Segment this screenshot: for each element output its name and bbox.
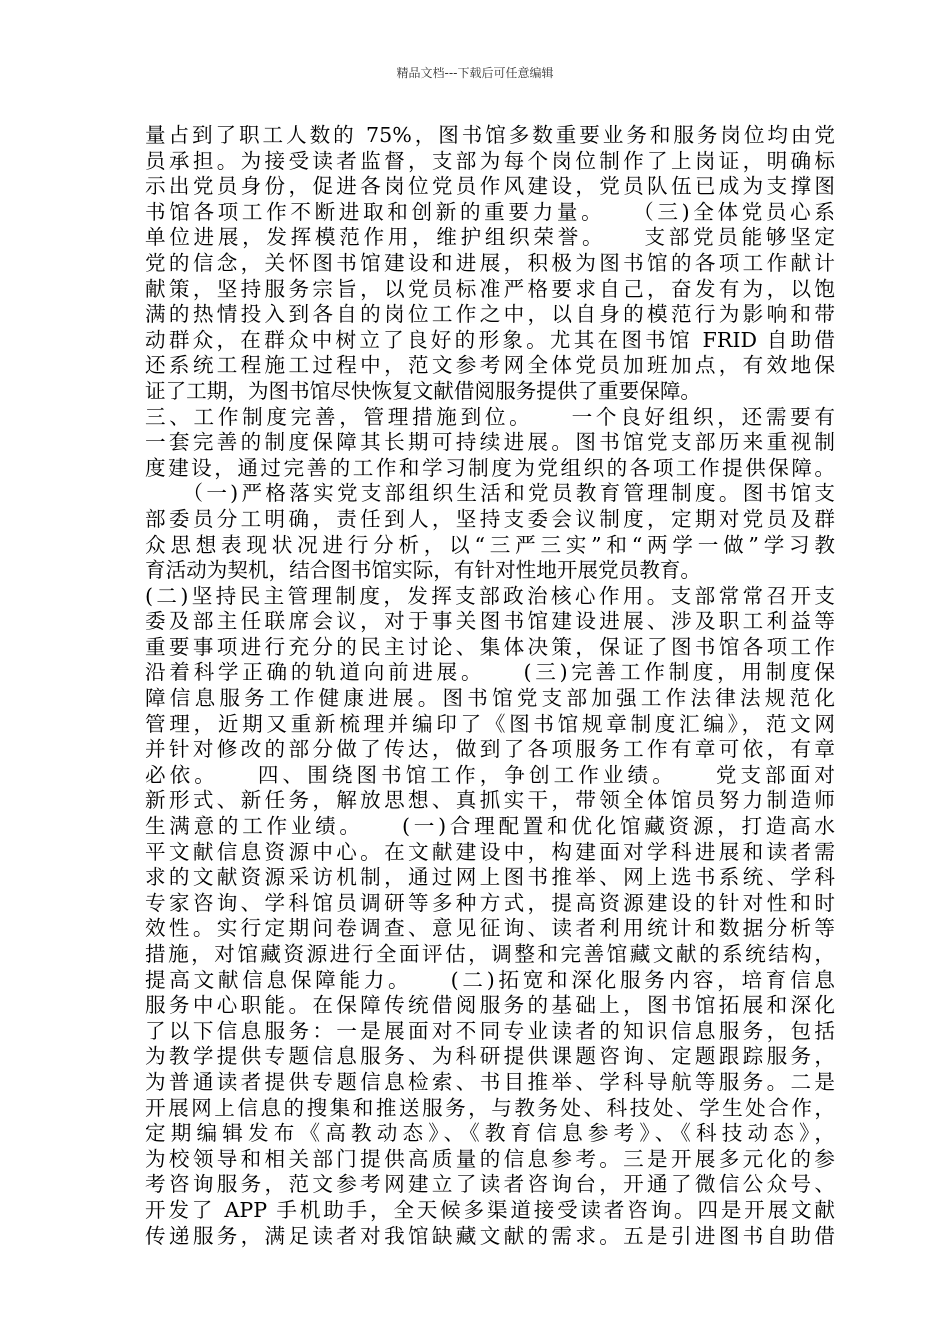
- body-text-line: 平文献信息资源中心。在文献建设中，构建面对学科进展和读者需: [145, 839, 835, 864]
- body-text-line: 量占到了职工人数的 75%，图书馆多数重要业务和服务岗位均由党: [145, 123, 835, 147]
- body-text-line: 部委员分工明确，责任到人，坚持支委会议制度，定期对党员及群: [145, 506, 835, 531]
- body-text-line: 为校领导和相关部门提供高质量的信息参考。三是开展多元化的参: [145, 1146, 835, 1171]
- body-text-line: 党的信念，关怀图书馆建设和进展，积极为图书馆的各项工作献计: [145, 250, 835, 275]
- body-text-line: 开发了 APP 手机助手，全天候多渠道接受读者咨询。四是开展文献: [145, 1197, 835, 1222]
- body-text-line: 障信息服务工作健康进展。图书馆党支部加强工作法律法规范化: [145, 686, 835, 711]
- body-text-line: (二)坚持民主管理制度，发挥支部政治核心作用。支部常常召开支: [145, 583, 835, 608]
- body-text-line: （一)严格落实党支部组织生活和党员教育管理制度。图书馆支: [145, 481, 835, 506]
- body-text-line: 求的文献资源采访机制，通过网上图书推举、网上选书系统、学科: [145, 865, 835, 890]
- body-text-line: 措施，对馆藏资源进行全面评估，调整和完善馆藏文献的系统结构，: [145, 942, 835, 966]
- page-header: 精品文档---下载后可任意编辑: [396, 66, 554, 80]
- body-text-line: 一套完善的制度保障其长期可持续进展。图书馆党支部历来重视制: [145, 430, 835, 455]
- body-text-line: 献策，坚持服务宗旨，以党员标准严格要求自己，奋发有为，以饱: [145, 276, 835, 301]
- body-text-line: 必依。 四、围绕图书馆工作，争创工作业绩。 党支部面对: [145, 762, 835, 787]
- body-text-line: 定期编辑发布《高教动态》、《教育信息参考》、《科技动态》，: [145, 1121, 835, 1146]
- body-text-line: 生满意的工作业绩。 (一)合理配置和优化馆藏资源，打造高水: [145, 814, 835, 839]
- body-text-line: 专家咨询、学科馆员调研等多种方式，提高资源建设的针对性和时: [145, 890, 835, 915]
- body-text-line: 证了工期，为图书馆尽快恢复文献借阅服务提供了重要保障。: [145, 378, 702, 403]
- body-text-line: 开展网上信息的搜集和推送服务，与教务处、科技处、学生处合作，: [145, 1095, 835, 1120]
- body-text-line: 重要事项进行充分的民主讨论、集体决策，保证了图书馆各项工作: [145, 634, 835, 659]
- body-text-line: 员承担。为接受读者监督，支部为每个岗位制作了上岗证，明确标: [145, 148, 835, 173]
- body-text-line: 了以下信息服务：一是展面对不同专业读者的知识信息服务，包括: [145, 1018, 835, 1043]
- body-text-line: 单位进展，发挥模范作用，维护组织荣誉。 支部党员能够坚定: [145, 225, 835, 250]
- body-text-line: 沿着科学正确的轨道向前进展。 (三)完善工作制度，用制度保: [145, 660, 835, 685]
- body-text-line: 示出党员身份，促进各岗位党员作风建设，党员队伍已成为支撑图: [145, 174, 835, 199]
- body-text-line: 动群众，在群众中树立了良好的形象。尤其在图书馆 FRID 自助借: [145, 327, 835, 352]
- body-text-line: 服务中心职能。在保障传统借阅服务的基础上，图书馆拓展和深化: [145, 993, 835, 1018]
- body-text-line: 管理，近期又重新梳理并编印了《图书馆规章制度汇编》，范文网: [145, 711, 835, 736]
- body-text-line: 书馆各项工作不断进取和创新的重要力量。 （三)全体党员心系: [145, 199, 835, 224]
- body-text-line: 育活动为契机，结合图书馆实际，有针对性地开展党员教育。: [145, 558, 702, 583]
- body-text-line: 考咨询服务，范文参考网建立了读者咨询台，开通了微信公众号、: [145, 1172, 835, 1197]
- body-text-line: 委及部主任联席会议，对于事关图书馆建设进展、涉及职工利益等: [145, 609, 835, 634]
- body-text-line: 为普通读者提供专题信息检索、书目推举、学科导航等服务。二是: [145, 1069, 835, 1094]
- body-text: [145, 123, 835, 1249]
- body-text-line: 还系统工程施工过程中，范文参考网全体党员加班加点，有效地保: [145, 353, 835, 378]
- body-text-line: 三、工作制度完善，管理措施到位。 一个良好组织，还需要有: [145, 404, 835, 429]
- body-text-line: 度建设，通过完善的工作和学习制度为党组织的各项工作提供保障。: [145, 455, 835, 480]
- body-text-line: 并针对修改的部分做了传达，做到了各项服务工作有章可依，有章: [145, 737, 835, 762]
- body-text-line: 众思想表现状况进行分析，以“三严三实”和“两学一做”学习教: [145, 532, 835, 557]
- body-text-line: 传递服务，满足读者对我馆缺藏文献的需求。五是引进图书自助借: [145, 1223, 835, 1248]
- body-text-line: 满的热情投入到各自的岗位工作之中，以自身的模范行为影响和带: [145, 302, 835, 327]
- body-text-line: 提高文献信息保障能力。 (二)拓宽和深化服务内容，培育信息: [145, 967, 835, 992]
- body-text-line: 为教学提供专题信息服务、为科研提供课题咨询、定题跟踪服务，: [145, 1044, 835, 1069]
- body-text-line: 新形式、新任务，解放思想、真抓实干，带领全体馆员努力制造师: [145, 788, 835, 813]
- body-text-line: 效性。实行定期问卷调查、意见征询、读者利用统计和数据分析等: [145, 916, 835, 941]
